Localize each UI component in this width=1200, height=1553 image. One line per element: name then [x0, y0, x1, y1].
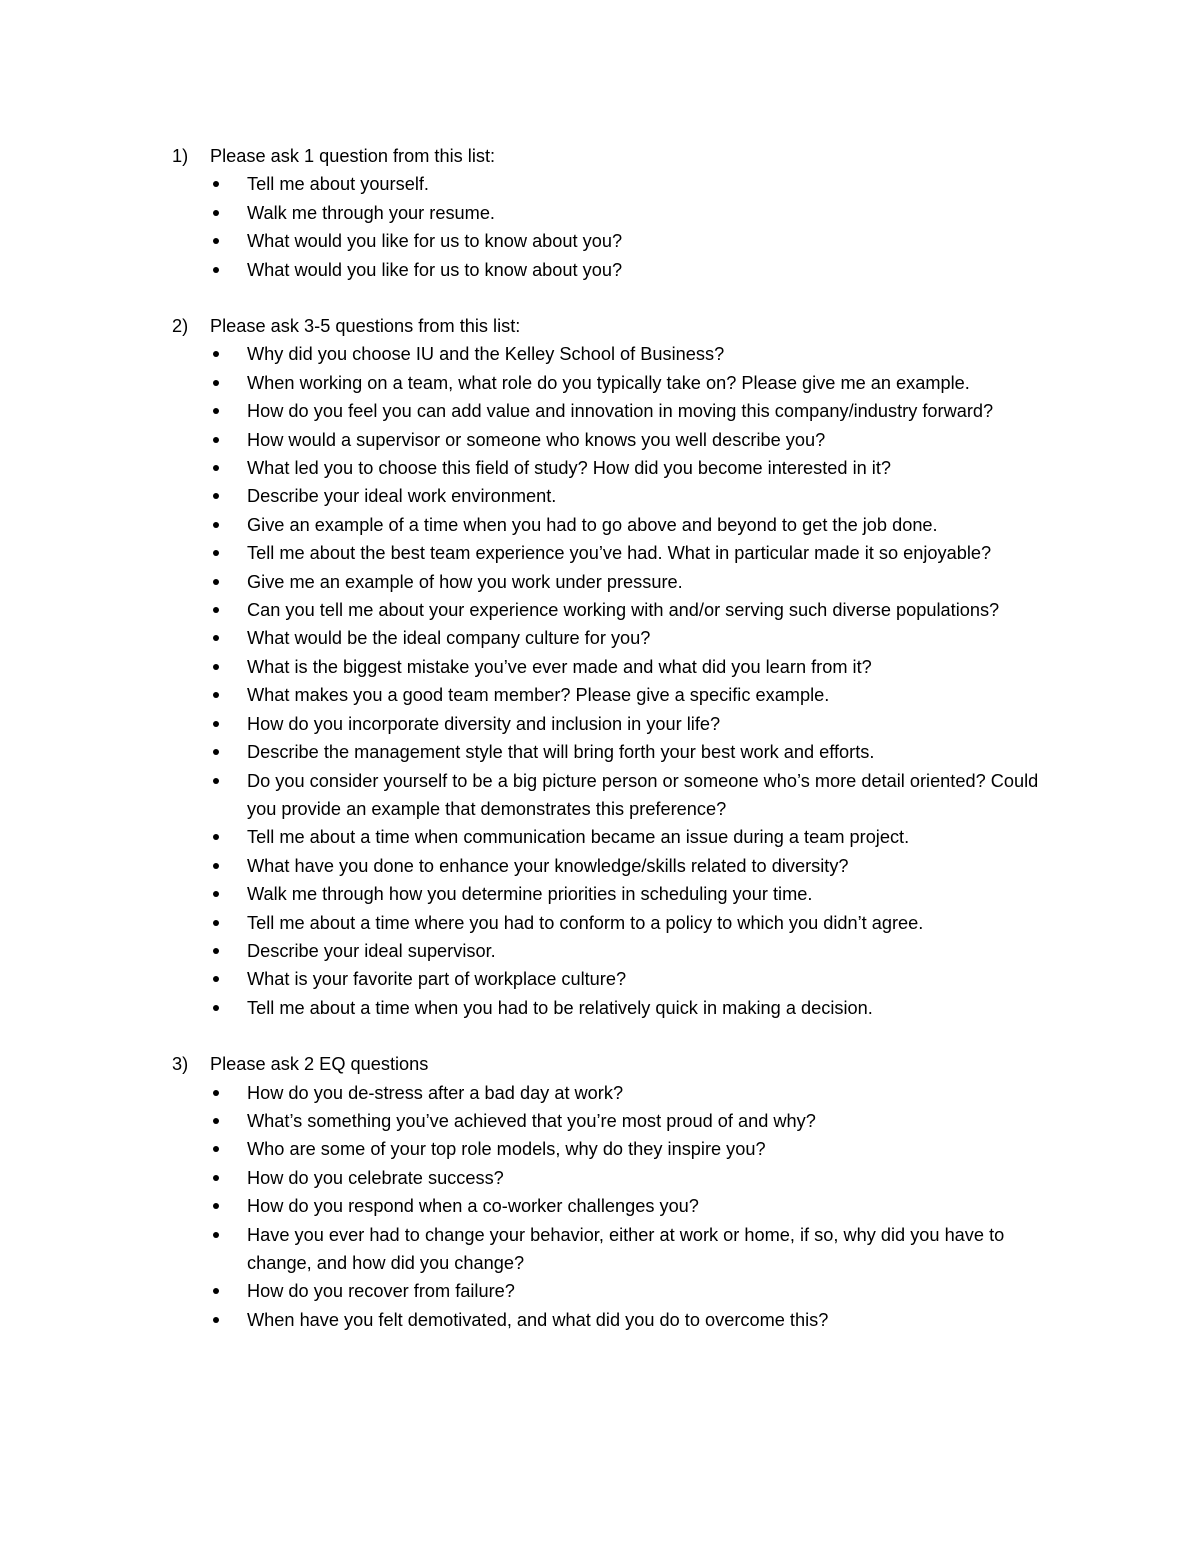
question-text: Why did you choose IU and the Kelley School of Business? — [247, 344, 725, 365]
question-text: Describe your ideal supervisor. — [247, 940, 496, 961]
question-text: Tell me about yourself. — [247, 174, 429, 195]
bullet-icon — [213, 1203, 219, 1209]
question-item — [172, 482, 1072, 510]
question-item — [172, 909, 1072, 937]
question-text: What led you to choose this field of study? How did you become interested in it? — [247, 458, 891, 479]
question-text: How do you de-stress after a bad day at work? — [247, 1082, 624, 1103]
bullet-icon — [213, 1146, 219, 1152]
question-text: What is your favorite part of workplace culture? — [247, 969, 627, 990]
question-item — [172, 539, 1072, 567]
bullet-icon — [213, 380, 219, 386]
bullet-icon — [213, 210, 219, 216]
bullet-icon — [213, 437, 219, 443]
bullet-icon — [213, 834, 219, 840]
question-list-3 — [172, 1079, 1072, 1335]
question-text: Walk me through how you determine priorities in scheduling your time. — [247, 884, 813, 905]
bullet-icon — [213, 238, 219, 244]
question-text: Describe the management style that will bring forth your best work and efforts. — [247, 742, 875, 763]
question-item — [172, 454, 1072, 482]
question-item — [172, 653, 1072, 681]
section-3-heading — [172, 1050, 1072, 1078]
bullet-icon — [213, 181, 219, 187]
section-3 — [172, 1050, 1072, 1334]
bullet-icon — [213, 891, 219, 897]
question-item — [172, 823, 1072, 851]
question-list-1 — [172, 170, 1072, 284]
bullet-icon — [213, 1118, 219, 1124]
question-text: What would you like for us to know about you? — [247, 259, 623, 280]
question-text: What is the biggest mistake you’ve ever made and what did you learn from it? — [247, 656, 872, 677]
question-item — [172, 199, 1072, 227]
question-item — [172, 852, 1072, 880]
question-text: How do you respond when a co-worker challenges you? — [247, 1196, 699, 1217]
question-item — [172, 1192, 1072, 1220]
bullet-icon — [213, 1288, 219, 1294]
bullet-icon — [213, 550, 219, 556]
section-1 — [172, 142, 1072, 284]
bullet-icon — [213, 664, 219, 670]
question-item — [172, 965, 1072, 993]
section-number: 1) — [172, 146, 189, 166]
question-item — [172, 1135, 1072, 1163]
question-item — [172, 227, 1072, 255]
bullet-icon — [213, 267, 219, 273]
question-item — [172, 767, 1072, 824]
question-item — [172, 340, 1072, 368]
bullet-icon — [213, 778, 219, 784]
bullet-icon — [213, 1090, 219, 1096]
question-text: What makes you a good team member? Please give a specific example. — [247, 685, 830, 706]
question-text: Tell me about a time when you had to be relatively quick in making a decision. — [247, 997, 873, 1018]
question-text: Who are some of your top role models, why do they inspire you? — [247, 1139, 766, 1160]
question-item — [172, 710, 1072, 738]
question-item — [172, 596, 1072, 624]
question-text: When have you felt demotivated, and what did you do to overcome this? — [247, 1309, 829, 1330]
bullet-icon — [213, 976, 219, 982]
bullet-icon — [213, 863, 219, 869]
section-title: Please ask 1 question from this list: — [210, 146, 496, 166]
section-2 — [172, 312, 1072, 1022]
question-list-2 — [172, 340, 1072, 1022]
question-text: Tell me about the best team experience you’ve had. What in particular made it so enjoyable? — [247, 543, 992, 564]
bullet-icon — [213, 692, 219, 698]
question-text: Tell me about a time where you had to conform to a policy to which you didn’t agree. — [247, 912, 924, 933]
bullet-icon — [213, 493, 219, 499]
bullet-icon — [213, 721, 219, 727]
question-text: Tell me about a time when communication became an issue during a team project. — [247, 827, 910, 848]
question-item — [172, 511, 1072, 539]
question-text: What would be the ideal company culture for you? — [247, 628, 651, 649]
section-2-heading — [172, 312, 1072, 340]
bullet-icon — [213, 579, 219, 585]
question-item — [172, 880, 1072, 908]
question-text: Have you ever had to change your behavior, either at work or home, if so, why did you have to change, and how did you change? — [247, 1224, 1005, 1273]
question-item — [172, 426, 1072, 454]
section-number: 2) — [172, 316, 189, 337]
question-item — [172, 256, 1072, 284]
bullet-icon — [213, 1232, 219, 1238]
question-text: Describe your ideal work environment. — [247, 486, 557, 507]
question-item — [172, 1306, 1072, 1334]
question-item — [172, 937, 1072, 965]
bullet-icon — [213, 749, 219, 755]
question-text: Walk me through your resume. — [247, 202, 495, 223]
section-1-heading — [172, 142, 1072, 170]
question-item — [172, 1164, 1072, 1192]
question-item — [172, 1277, 1072, 1305]
question-text: What have you done to enhance your knowledge/skills related to diversity? — [247, 855, 849, 876]
bullet-icon — [213, 351, 219, 357]
section-title: Please ask 2 EQ questions — [210, 1054, 429, 1075]
bullet-icon — [213, 1317, 219, 1323]
question-text: Do you consider yourself to be a big picture person or someone who’s more detail oriented? Could you provide an example that demonstrates this preference? — [247, 770, 1039, 819]
bullet-icon — [213, 1175, 219, 1181]
question-item — [172, 568, 1072, 596]
question-item — [172, 1107, 1072, 1135]
question-text: Give me an example of how you work under pressure. — [247, 571, 683, 592]
question-text: Can you tell me about your experience working with and/or serving such diverse populations? — [247, 600, 1000, 621]
question-item — [172, 994, 1072, 1022]
question-text: How do you incorporate diversity and inclusion in your life? — [247, 713, 721, 734]
question-item — [172, 170, 1072, 198]
question-text: What’s something you’ve achieved that you’re most proud of and why? — [247, 1110, 816, 1131]
question-text: Give an example of a time when you had to go above and beyond to get the job done. — [247, 514, 938, 535]
bullet-icon — [213, 948, 219, 954]
question-item — [172, 1221, 1072, 1278]
bullet-icon — [213, 1005, 219, 1011]
question-text: How do you recover from failure? — [247, 1281, 515, 1302]
question-item — [172, 1079, 1072, 1107]
question-item — [172, 369, 1072, 397]
question-item — [172, 397, 1072, 425]
bullet-icon — [213, 522, 219, 528]
question-text: When working on a team, what role do you typically take on? Please give me an example. — [247, 372, 970, 393]
bullet-icon — [213, 607, 219, 613]
section-number: 3) — [172, 1054, 189, 1075]
question-item — [172, 738, 1072, 766]
question-text: How would a supervisor or someone who knows you well describe you? — [247, 429, 826, 450]
document-content — [172, 142, 1072, 1362]
bullet-icon — [213, 408, 219, 414]
bullet-icon — [213, 635, 219, 641]
question-text: How do you celebrate success? — [247, 1167, 504, 1188]
question-item — [172, 624, 1072, 652]
question-text: How do you feel you can add value and innovation in moving this company/industry forward? — [247, 401, 994, 422]
question-item — [172, 681, 1072, 709]
question-text: What would you like for us to know about you? — [247, 231, 623, 252]
bullet-icon — [213, 920, 219, 926]
bullet-icon — [213, 465, 219, 471]
section-title: Please ask 3-5 questions from this list: — [210, 316, 521, 337]
